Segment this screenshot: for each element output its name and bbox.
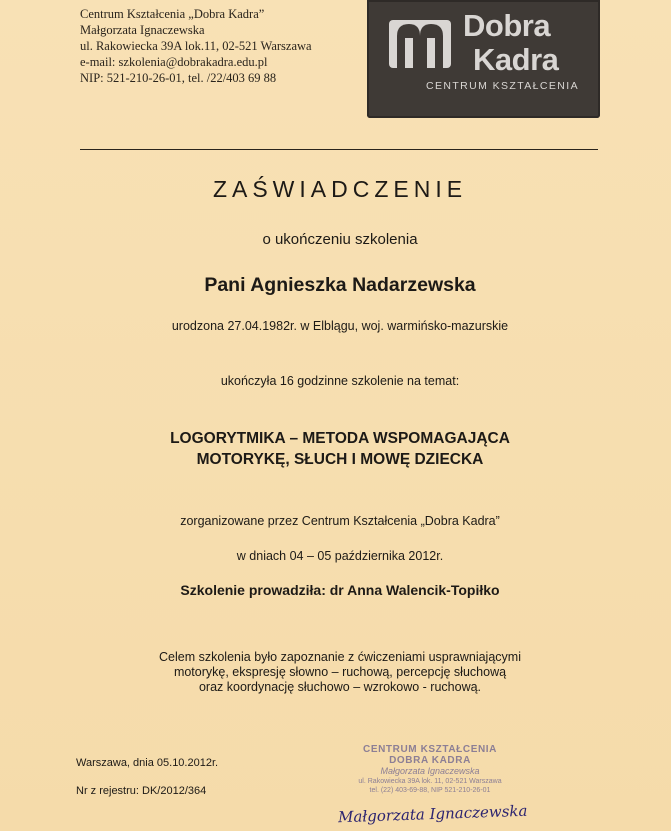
logo-mark-icon [389,14,451,70]
training-topic [60,428,620,470]
topic-line-1: LOGORYTMIKA – METODA WSPOMAGAJĄCA [170,430,510,447]
training-goal [60,650,620,695]
lecturer-info: Szkolenie prowadziła: dr Anna Walencik-Topiłko [180,582,500,598]
completion-info: ukończyła 16 godzinne szkolenie na temat: [220,374,460,388]
stamp-line-3: Małgorzata Ignaczewska [380,766,480,776]
place-date: Warszawa, dnia 05.10.2012r. [76,757,219,769]
letterhead-email: e-mail: szkolenia@dobrakadra.edu.pl [80,55,268,69]
handwritten-signature: Małgorzata Ignaczewska [337,801,528,827]
letterhead-nip-tel: NIP: 521-210-26-01, tel. /22/403 69 88 [80,71,277,85]
stamp-line-2: DOBRA KADRA [389,755,471,766]
logo-brand-line2: Kadra [473,42,559,77]
goal-line-2: motorykę, ekspresję słowno – ruchową, percepcję słuchową [173,665,507,679]
recipient-name: Pani Agnieszka Nadarzewska [204,274,476,296]
dobra-kadra-logo [367,0,600,118]
registry-number: Nr z rejestru: DK/2012/364 [76,785,207,797]
letterhead-address: ul. Rakowiecka 39A lok.11, 02-521 Warszawa [80,39,312,53]
training-dates: w dniach 04 – 05 października 2012r. [236,549,444,563]
stamp-line-4: ul. Rakowiecka 39A lok. 11, 02-521 Warszawa [358,778,502,785]
birth-info: urodzona 27.04.1982r. w Elblągu, woj. warmińsko-mazurskie [171,319,509,333]
certificate-title: ZAŚWIADCZENIE [212,176,468,202]
letterhead-person: Małgorzata Ignaczewska [80,23,205,37]
organizer-info: zorganizowane przez Centrum Kształcenia „Dobra Kadra” [180,514,500,528]
stamp-line-5: tel. (22) 403-69-88, NIP 521-210-26-01 [369,787,491,794]
company-stamp [340,744,520,795]
logo-subtitle: CENTRUM KSZTAŁCENIA [426,80,579,92]
header-divider [80,149,598,150]
goal-line-3: oraz koordynację słuchowo – wzrokowo - ruchową. [198,680,482,694]
goal-line-1: Celem szkolenia było zapoznanie z ćwiczeniami usprawniającymi [159,650,521,664]
letterhead-org: Centrum Kształcenia „Dobra Kadra” [80,7,265,21]
certificate-subtitle: o ukończeniu szkolenia [262,231,418,248]
logo-brand-line1: Dobra [463,8,551,43]
letterhead [80,6,312,86]
topic-line-2: MOTORYKĘ, SŁUCH I MOWĘ DZIECKA [196,451,484,468]
stamp-line-1: CENTRUM KSZTAŁCENIA [363,744,497,755]
